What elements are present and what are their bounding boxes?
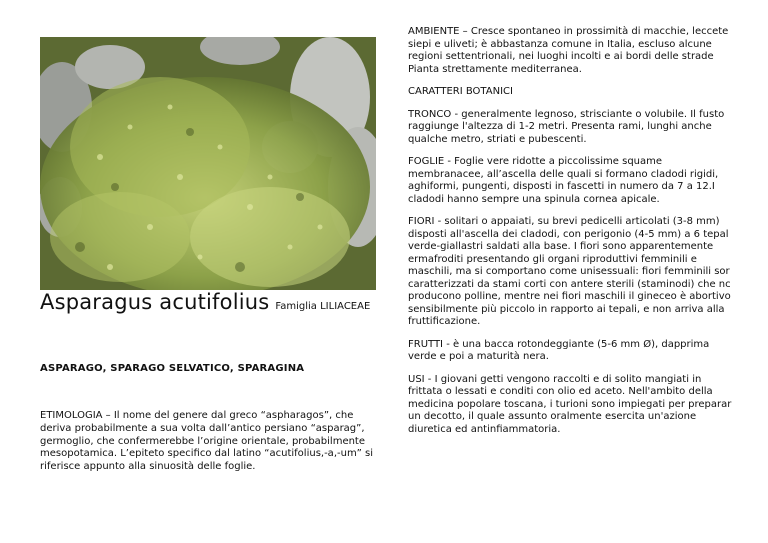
ambiente-paragraph: AMBIENTE – Cresce spontaneo in prossimità di macchie, leccete siepi e uliveti; è abbastanza comune in Italia, escluso alcune regioni settentrionali, nei luoghi incolti e ai bordi delle strade Pianta strettamente mediterranea. (408, 26, 729, 75)
species-title (40, 290, 370, 314)
common-names: ASPARAGO, SPARAGO SELVATICO, SPARAGINA (40, 363, 305, 374)
plant-photo-icon (40, 37, 376, 290)
caratteri-heading: CARATTERI BOTANICI (408, 86, 513, 97)
description-column (408, 26, 734, 436)
etymology-text: ETIMOLOGIA – Il nome del genere dal greco “aspharagos”, che deriva probabilmente a sua volta dall’antico persiano “asparag”, germoglio, che confermerebbe l’origine orientale, probabilmente mesopotamica. L’epiteto specifico dal latino “acutifolius,-a,-um” si riferisce appunto alla sinuosità delle foglie. (40, 410, 374, 473)
family-name: Famiglia LILIACEAE (275, 301, 371, 312)
species-name: Asparagus acutifolius (40, 290, 270, 314)
plant-photo (40, 37, 376, 290)
usi-paragraph: USI - I giovani getti vengono raccolti e di solito mangiati in frittata o lessati e conditi con olio ed aceto. Nell'ambito della medicina popolare toscana, i turioni sono impiegati per preparar un decotto, il quale assunto oralmente esercita un'azione diuretica ed antinfiammatoria. (408, 373, 732, 435)
fiori-paragraph: FIORI - solitari o appaiati, su brevi pedicelli articolati (3-8 mm) disposti all'ascella dei cladodi, con perigonio (4-5 mm) a 6 tepal verde-giallastri saldati alla base. I fiori sono apparentemente ermafroditi presentando gli organi riproduttivi femminili e maschili, ma si comportano come unisessuali: fiori femminili sor caratterizzati da stami corti con antere sterili (staminodi) che nc producono polline, mentre nei fiori maschili il gineceo è abortivo sensibilmente più piccolo in rapporto ai tepali, e non arriva alla fruttificazione. (408, 216, 731, 327)
tronco-paragraph: TRONCO - generalmente legnoso, strisciante o volubile. Il fusto raggiunge l'altezza di 1-2 metri. Presenta rami, lunghi anche qualche metro, striati e pubescenti. (408, 108, 725, 145)
frutti-paragraph: FRUTTI - è una bacca rotondeggiante (5-6 mm Ø), dapprima verde e poi a maturità nera. (408, 338, 710, 362)
foglie-paragraph: FOGLIE - Foglie vere ridotte a piccolissime squame membranacee, all’ascella delle quali si formano cladodi rigidi, aghiformi, pungenti, disposti in fascetti in numero da 7 a 12.I cladodi hanno sempre una spinula cornea apicale. (408, 156, 719, 205)
